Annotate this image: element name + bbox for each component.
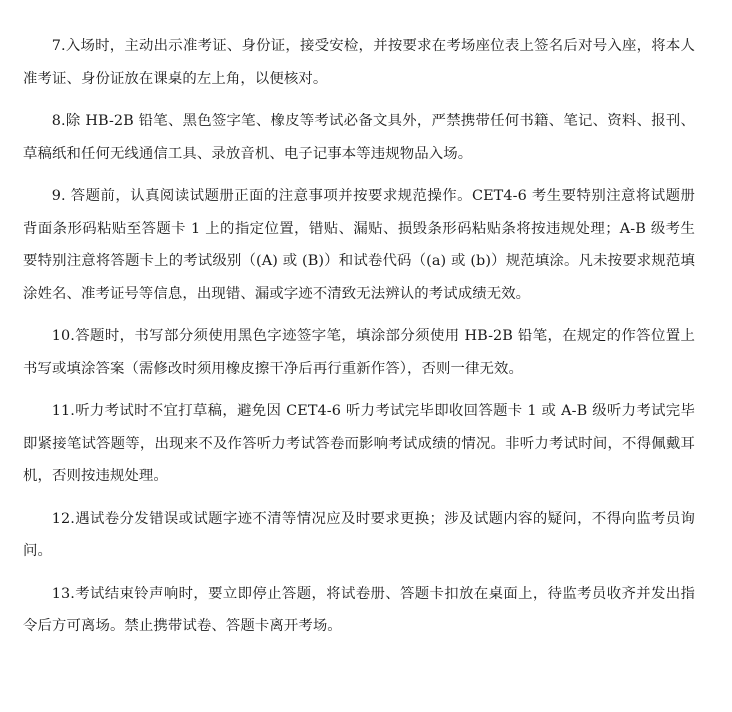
rule-paragraph-8: 8.除 HB-2B 铅笔、黑色签字笔、橡皮等考试必备文具外，严禁携带任何书籍、笔记、资料、报刊、草稿纸和任何无线通信工具、录放音机、电子记事本等违规物品入场。 — [23, 113, 695, 162]
rule-paragraph-9: 9. 答题前，认真阅读试题册正面的注意事项并按要求规范操作。CET4-6 考生要特别注意将试题册背面条形码粘贴至答题卡 1 上的指定位置，错贴、漏贴、损毁条形码粘贴条将按违规处理；A-B 级考生要特别注意将答题卡上的考试级别（(A) 或 (B)）和试卷代码（(a) 或 (b)）规范填涂。凡未按要求规范填涂姓名、准考证号等信息，出现错、漏或字迹不清致无法辨认的考试成绩无效。 — [23, 188, 695, 302]
rule-paragraph-11: 11.听力考试时不宜打草稿，避免因 CET4-6 听力考试完毕即收回答题卡 1 或 A-B 级听力考试完毕即紧接笔试答题等，出现来不及作答听力考试答卷而影响考试成绩的情况。非听力考试时间，不得佩戴耳机，否则按违规处理。 — [23, 403, 695, 484]
rule-paragraph-10: 10.答题时，书写部分须使用黑色字迹签字笔，填涂部分须使用 HB-2B 铅笔，在规定的作答位置上书写或填涂答案（需修改时须用橡皮擦干净后再行重新作答），否则一律无效。 — [23, 328, 695, 377]
rule-paragraph-7: 7.入场时，主动出示准考证、身份证，接受安检，并按要求在考场座位表上签名后对号入座，将本人准考证、身份证放在课桌的左上角，以便核对。 — [23, 38, 695, 87]
rule-paragraph-13: 13.考试结束铃声响时，要立即停止答题，将试卷册、答题卡扣放在桌面上，待监考员收齐并发出指令后方可离场。禁止携带试卷、答题卡离开考场。 — [23, 585, 695, 634]
exam-rules-document — [23, 30, 695, 653]
rule-paragraph-12: 12.遇试卷分发错误或试题字迹不清等情况应及时要求更换；涉及试题内容的疑问，不得向监考员询问。 — [23, 510, 695, 559]
